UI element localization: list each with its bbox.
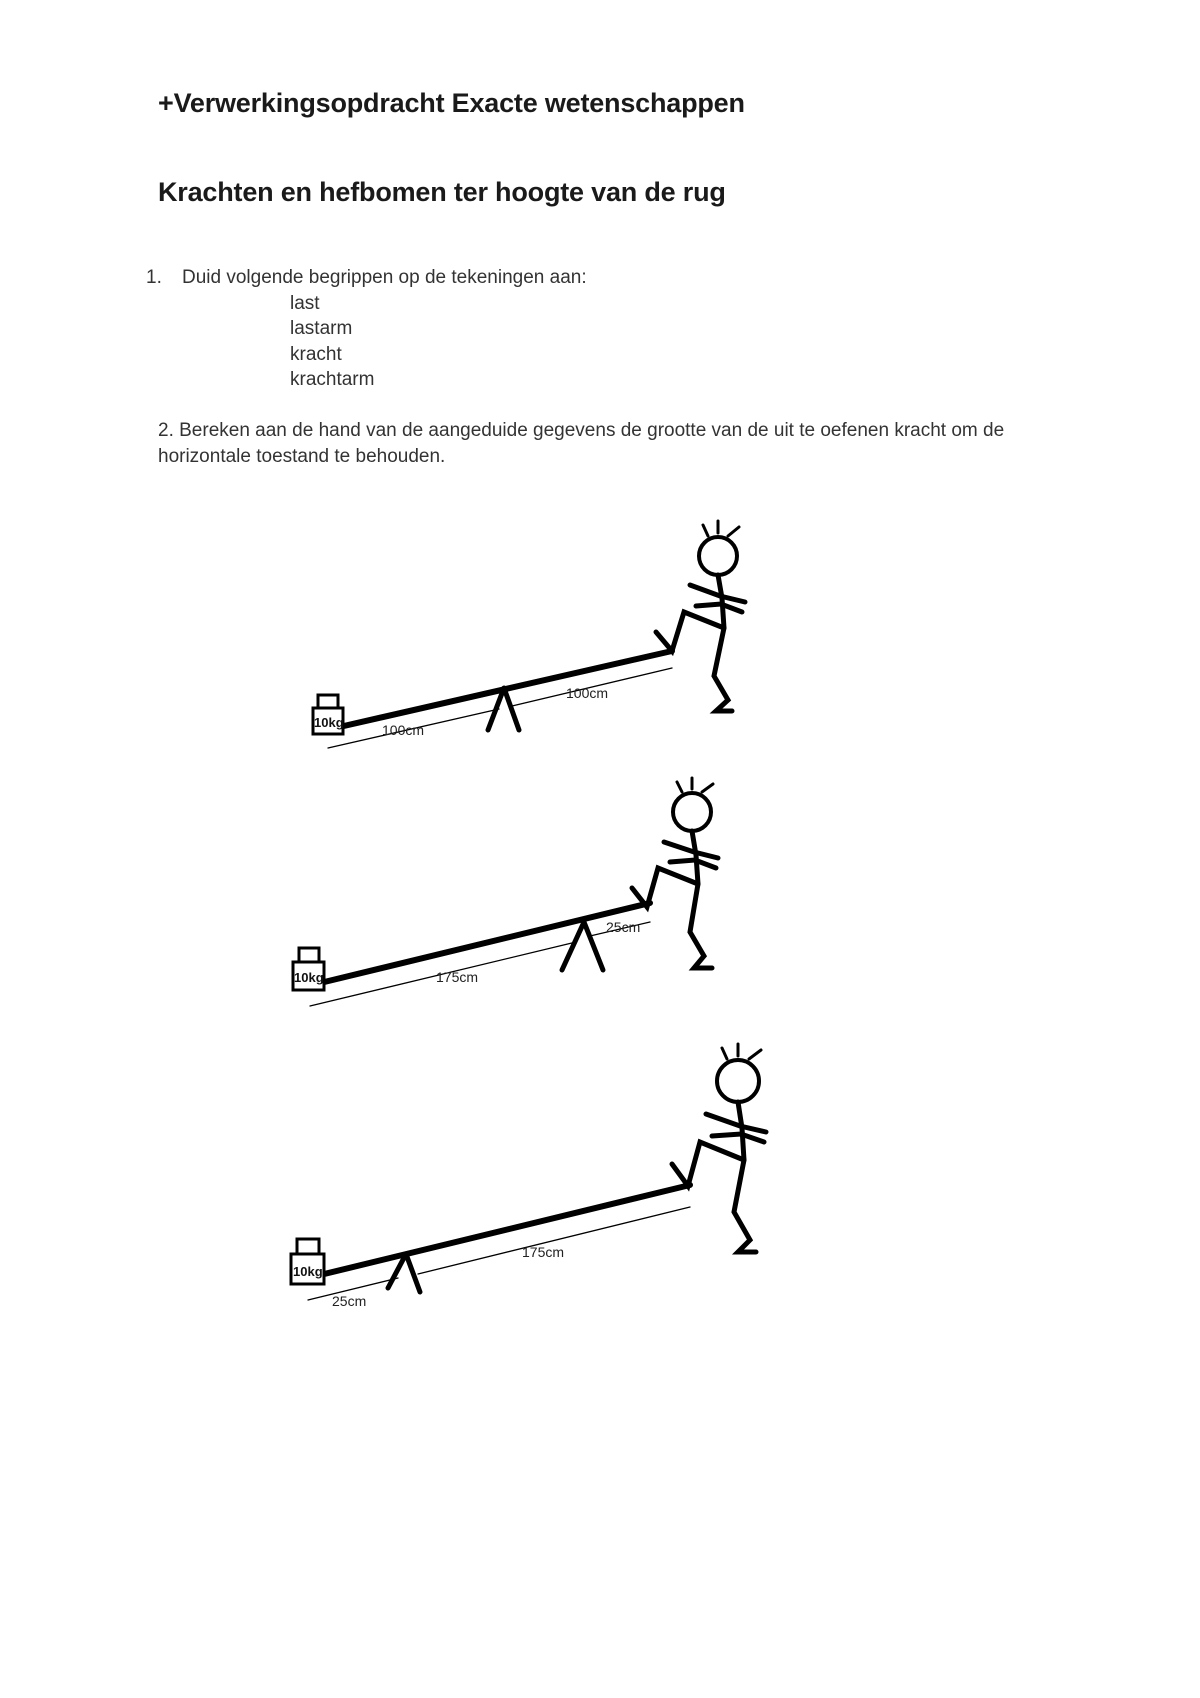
stick-figure — [672, 1044, 766, 1252]
effort-arm-label: 25cm — [606, 919, 641, 935]
figure-leg-kicking — [672, 1142, 744, 1186]
figure-head — [717, 1060, 759, 1102]
weight-handle — [297, 1239, 319, 1254]
load-arm-label: 100cm — [382, 722, 425, 738]
figure-torso — [738, 1102, 744, 1160]
effort-arm-label: 175cm — [522, 1244, 565, 1260]
load-arm-label: 175cm — [436, 969, 479, 985]
question-1-number: 1. — [146, 267, 162, 288]
question-2: 2. Bereken aan de hand van de aangeduide gegevens de grootte van de uit te oefenen kracht om de horizontale toestand te behouden. — [158, 420, 1005, 467]
weight-label: 10kg — [294, 970, 324, 985]
document-title: +Verwerkingsopdracht Exacte wetenschappen — [158, 88, 745, 118]
figure-leg-standing — [734, 1160, 756, 1252]
term-item: last — [290, 292, 320, 314]
document-subtitle: Krachten en hefbomen ter hoogte van de rug — [158, 177, 726, 207]
figure-arm — [712, 1134, 764, 1142]
weight-label: 10kg — [293, 1264, 323, 1279]
figure-arm — [706, 1114, 766, 1132]
term-item: krachtarm — [290, 369, 375, 390]
effort-arm-label: 100cm — [566, 685, 609, 701]
term-item: kracht — [290, 343, 342, 365]
weight-label: 10kg — [314, 715, 344, 730]
load-arm-label: 25cm — [332, 1293, 367, 1309]
question-1-text: Duid volgende begrippen op de tekeningen aan: — [182, 267, 587, 288]
term-item: lastarm — [290, 318, 353, 339]
lever-beam — [316, 1185, 690, 1276]
